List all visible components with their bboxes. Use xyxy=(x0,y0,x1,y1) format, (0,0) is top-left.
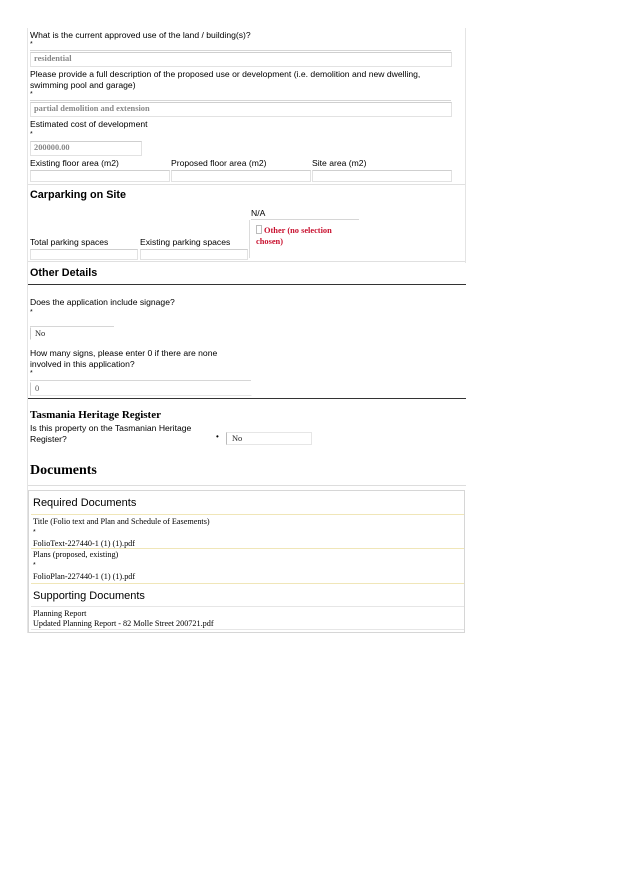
divider xyxy=(30,50,451,51)
required-marker: * xyxy=(30,370,33,377)
required-marker: * xyxy=(30,131,33,138)
section-rule xyxy=(28,284,466,285)
form-right-border xyxy=(465,28,466,263)
heritage-heading: Tasmania Heritage Register xyxy=(30,409,161,421)
document-title: Plans (proposed, existing) xyxy=(33,550,119,559)
other-details-heading: Other Details xyxy=(30,267,98,279)
required-marker: * xyxy=(33,529,36,536)
proposed-use-value: partial demolition and extension xyxy=(34,104,150,113)
total-parking-input[interactable] xyxy=(30,249,138,260)
required-marker: * xyxy=(30,309,33,316)
cost-field[interactable] xyxy=(30,141,142,156)
document-file-link[interactable]: FolioText-227440-1 (1) (1).pdf xyxy=(33,539,135,548)
required-marker: * xyxy=(30,41,33,48)
heritage-value: No xyxy=(232,434,243,443)
required-marker: * xyxy=(33,562,36,569)
document-title: Planning Report xyxy=(33,609,87,618)
na-label: N/A xyxy=(251,208,266,218)
cost-value: 200000.00 xyxy=(34,143,70,152)
document-file-link[interactable]: FolioPlan-227440-1 (1) (1).pdf xyxy=(33,572,136,581)
proposed-floor-input[interactable] xyxy=(171,170,311,182)
proposed-use-field[interactable] xyxy=(30,102,452,117)
divider xyxy=(30,100,451,101)
site-area-label: Site area (m2) xyxy=(312,158,367,168)
signage-question: Does the application include signage? xyxy=(30,297,175,307)
divider xyxy=(28,261,465,262)
divider xyxy=(251,219,359,220)
existing-floor-input[interactable] xyxy=(30,170,170,182)
document-file-link[interactable]: Updated Planning Report - 82 Molle Street 200721.pdf xyxy=(33,619,214,628)
cost-label: Estimated cost of development xyxy=(30,119,148,129)
existing-floor-label: Existing floor area (m2) xyxy=(30,158,119,168)
documents-heading: Documents xyxy=(30,463,97,478)
land-use-value: residential xyxy=(34,54,72,63)
divider xyxy=(249,220,250,258)
document-row xyxy=(31,606,464,630)
checkbox-icon xyxy=(256,225,262,234)
signage-select[interactable] xyxy=(30,327,116,340)
document-row xyxy=(31,549,464,584)
divider xyxy=(28,485,466,486)
heritage-question: Is this property on the Tasmanian Heritage Register? xyxy=(30,423,192,444)
other-option[interactable] xyxy=(256,225,356,247)
total-parking-label: Total parking spaces xyxy=(30,237,109,247)
bullet: • xyxy=(216,432,219,441)
land-use-question: What is the current approved use of the land / building(s)? xyxy=(30,30,251,40)
section-rule xyxy=(28,398,466,399)
existing-parking-label: Existing parking spaces xyxy=(140,237,231,247)
divider xyxy=(28,184,465,185)
other-option-label: Other (no selection chosen) xyxy=(256,226,332,246)
divider xyxy=(30,380,251,381)
land-use-field[interactable] xyxy=(30,52,452,67)
signs-count-input[interactable] xyxy=(30,382,252,396)
signs-count-question: How many signs, please enter 0 if there are none involved in this application? xyxy=(30,348,218,369)
proposed-floor-label: Proposed floor area (m2) xyxy=(171,158,267,168)
carparking-heading: Carparking on Site xyxy=(30,189,126,201)
existing-parking-input[interactable] xyxy=(140,249,248,260)
document-title: Title (Folio text and Plan and Schedule of Easements) xyxy=(33,517,210,526)
heritage-select[interactable] xyxy=(226,432,312,445)
signage-value: No xyxy=(35,329,46,338)
supporting-documents-heading: Supporting Documents xyxy=(33,590,145,602)
proposed-use-question: Please provide a full description of the proposed use or development (i.e. demolition and new dwelling, swimming pool and garage) xyxy=(30,69,421,90)
document-row xyxy=(31,515,464,549)
required-documents-heading: Required Documents xyxy=(33,497,137,509)
required-marker: * xyxy=(30,91,33,98)
signs-count-value: 0 xyxy=(35,384,40,393)
site-area-input[interactable] xyxy=(312,170,452,182)
